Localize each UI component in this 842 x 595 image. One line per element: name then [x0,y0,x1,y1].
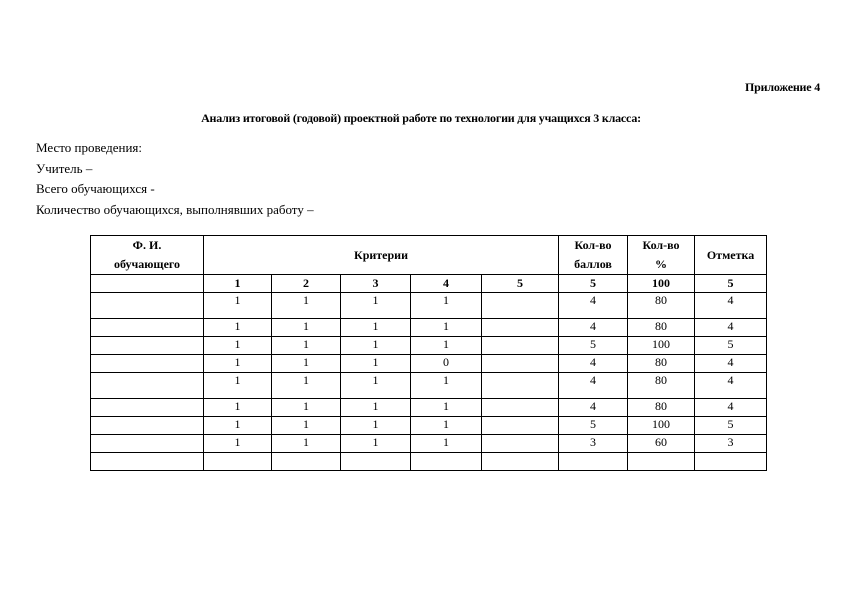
appendix-label: Приложение 4 [745,80,820,94]
table-header-row [91,236,767,275]
table-cell [482,355,559,373]
header-grade: Отметка [695,236,767,275]
table-cell: 1 [411,399,482,417]
table-cell [482,399,559,417]
subheader-cell: 3 [341,275,411,293]
table-cell [559,453,628,471]
table-cell: 5 [695,337,767,355]
results-table [90,235,767,471]
table-cell: 100 [628,417,695,435]
header-name: Ф. И. обучающего [91,236,204,275]
table-cell: 1 [341,355,411,373]
subheader-cell: 100 [628,275,695,293]
student-name-cell [91,319,204,337]
student-name-cell [91,399,204,417]
student-name-cell [91,337,204,355]
table-cell: 5 [559,337,628,355]
table-row [91,453,767,471]
table-cell: 80 [628,293,695,319]
table-cell: 4 [695,293,767,319]
table-cell: 1 [341,417,411,435]
student-name-cell [91,453,204,471]
student-name-cell [91,435,204,453]
subheader-cell: 1 [204,275,272,293]
table-cell: 1 [204,355,272,373]
table-cell: 1 [411,417,482,435]
header-points: Кол-во баллов [559,236,628,275]
table-cell: 4 [559,399,628,417]
table-cell: 1 [272,319,341,337]
subheader-cell: 2 [272,275,341,293]
table-cell: 1 [204,435,272,453]
table-row [91,355,767,373]
table-cell: 80 [628,355,695,373]
table-cell [482,453,559,471]
table-cell: 4 [695,399,767,417]
header-percent: Кол-во % [628,236,695,275]
table-cell: 1 [341,399,411,417]
table-cell: 4 [695,319,767,337]
table-cell: 1 [411,293,482,319]
table-cell: 1 [272,373,341,399]
table-cell [482,435,559,453]
table-cell: 1 [411,373,482,399]
table-row [91,373,767,399]
table-cell: 5 [559,417,628,435]
student-name-cell [91,417,204,435]
subheader-cell: 4 [411,275,482,293]
table-cell: 1 [272,399,341,417]
table-cell: 5 [695,417,767,435]
table-cell: 1 [411,337,482,355]
table-cell [272,453,341,471]
table-row [91,293,767,319]
table-subheader-row [91,275,767,293]
table-cell: 4 [695,355,767,373]
table-cell: 1 [204,399,272,417]
table-cell [204,453,272,471]
table-cell: 1 [272,293,341,319]
table-cell: 60 [628,435,695,453]
completed-students-line: Количество обучающихся, выполнявших работу – [36,201,314,217]
table-cell: 1 [341,319,411,337]
student-name-cell [91,293,204,319]
table-cell [482,319,559,337]
table-cell [482,293,559,319]
table-cell: 1 [204,337,272,355]
table-cell: 3 [695,435,767,453]
teacher-line: Учитель – [36,160,93,176]
table-cell: 80 [628,373,695,399]
subheader-cell: 5 [482,275,559,293]
table-cell: 3 [559,435,628,453]
table-row [91,319,767,337]
student-name-cell [91,355,204,373]
table-cell [482,417,559,435]
table-cell: 4 [559,319,628,337]
subheader-cell: 5 [559,275,628,293]
header-criteria: Критерии [204,236,559,275]
table-row [91,337,767,355]
table-row [91,399,767,417]
table-cell: 4 [559,373,628,399]
table-cell: 100 [628,337,695,355]
table-cell [695,453,767,471]
table-cell: 4 [559,293,628,319]
table-cell: 1 [341,373,411,399]
table-cell [341,453,411,471]
table-cell: 1 [341,337,411,355]
table-cell: 1 [272,417,341,435]
table-cell: 1 [341,435,411,453]
table-cell: 1 [272,355,341,373]
table-cell: 1 [411,319,482,337]
info-block [36,138,314,220]
table-cell: 1 [411,435,482,453]
table-cell: 4 [695,373,767,399]
table-cell [411,453,482,471]
table-cell: 1 [272,337,341,355]
document-title: Анализ итоговой (годовой) проектной работе по технологии для учащихся 3 класса: [201,111,641,125]
total-students-line: Всего обучающихся - [36,181,155,196]
table-row [91,417,767,435]
table-cell: 80 [628,399,695,417]
table-cell: 1 [204,293,272,319]
table-cell [482,337,559,355]
student-name-cell [91,373,204,399]
table-row [91,435,767,453]
table-cell: 0 [411,355,482,373]
table-cell: 1 [204,373,272,399]
table-cell: 80 [628,319,695,337]
subheader-cell [91,275,204,293]
table-cell: 1 [204,319,272,337]
table-cell: 4 [559,355,628,373]
place-line: Место проведения: [36,140,143,155]
table-cell: 1 [204,417,272,435]
subheader-cell: 5 [695,275,767,293]
table-cell [482,373,559,399]
table-cell: 1 [341,293,411,319]
table-cell: 1 [272,435,341,453]
table-cell [628,453,695,471]
